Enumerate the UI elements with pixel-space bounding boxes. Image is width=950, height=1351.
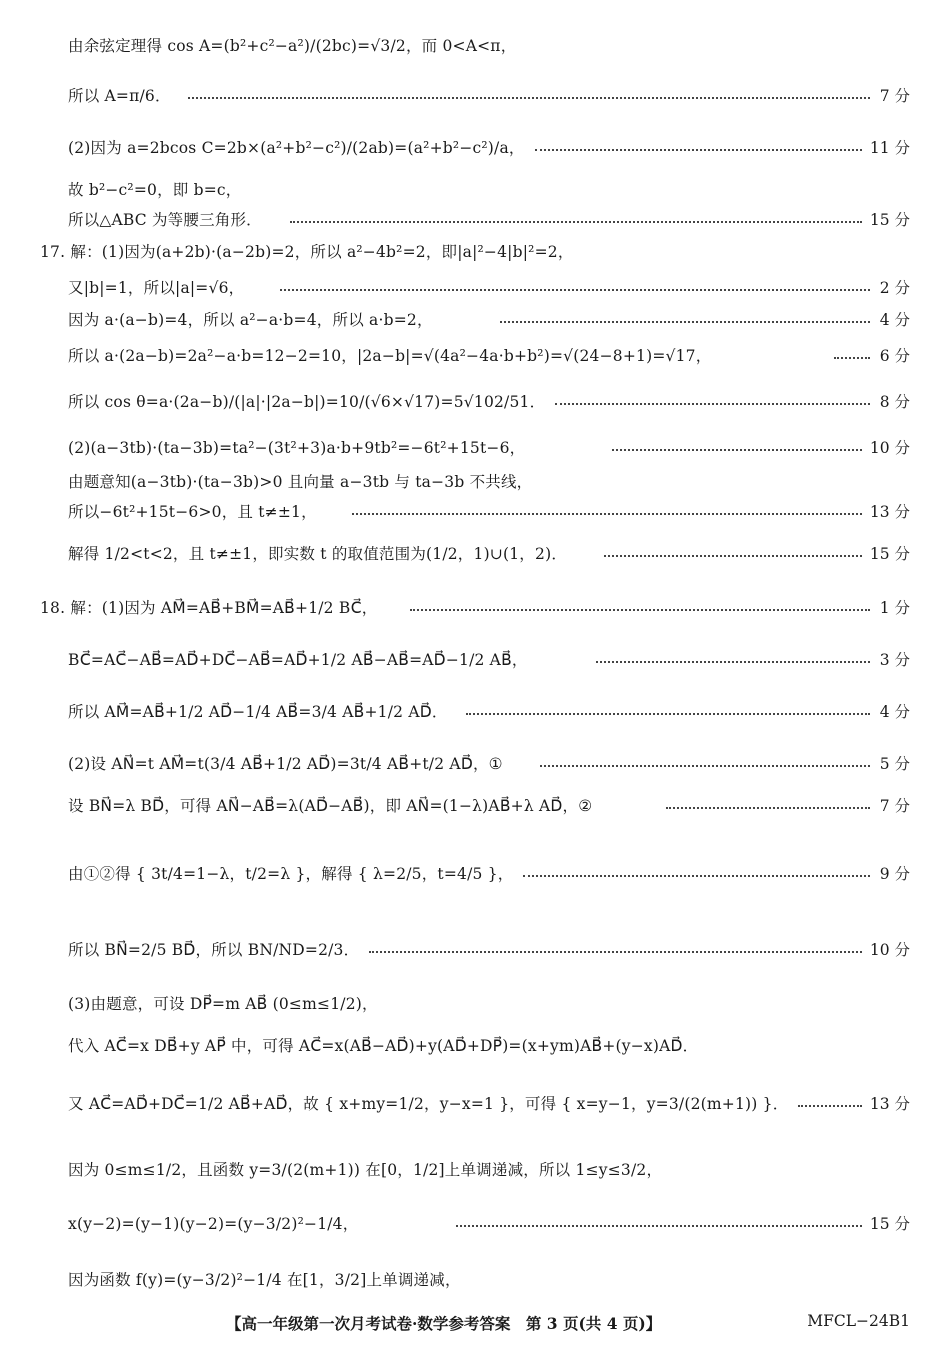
score-label: 4 分 (879, 703, 910, 721)
answer-line (0, 430, 950, 464)
line-text: 所以 AM⃗=AB⃗+1/2 AD⃗−1/4 AB⃗=3/4 AB⃗+1/2 AD⃗． (68, 703, 448, 721)
leader-dots (666, 807, 870, 809)
answer-line (0, 464, 950, 498)
line-text: 因为函数 f(y)=(y−3/2)²−1/4 在[1，3/2]上单调递减， (68, 1271, 461, 1289)
line-text: (2)(a−3tb)·(ta−3b)=ta²−(3t²+3)a·b+9tb²=−6t²+15t−6， (68, 439, 526, 457)
leader-dots (466, 713, 870, 715)
answer-line (0, 746, 950, 780)
leader-dots (523, 875, 870, 877)
line-text: 因为 0≤m≤1/2，且函数 y=3/(2(m+1)) 在[0，1/2]上单调递减，所以 1≤y≤3/2， (68, 1161, 663, 1179)
score-label: 5 分 (879, 755, 910, 773)
answer-line (0, 202, 950, 236)
leader-dots (352, 513, 862, 515)
line-text: 因为 a·(a−b)=4，所以 a²−a·b=4，所以 a·b=2， (68, 311, 433, 329)
leader-dots (555, 403, 870, 405)
line-text: 又 AC⃗=AD⃗+DC⃗=1/2 AB⃗+AD⃗，故 { x+my=1/2，y−x=1 }，可得 { x=y−1，y=3/(2(m+1)) }． (68, 1095, 789, 1113)
answer-line (0, 788, 950, 822)
answer-line (0, 28, 950, 62)
score-label: 13 分 (869, 1095, 910, 1113)
score-label: 10 分 (869, 941, 910, 959)
answer-line (0, 494, 950, 528)
line-text: 18. 解：(1)因为 AM⃗=AB⃗+BM⃗=AB⃗+1/2 BC⃗， (40, 599, 378, 617)
leader-dots (456, 1225, 862, 1227)
leader-dots (535, 149, 862, 151)
line-text: 由余弦定理得 cos A=(b²+c²−a²)/(2bc)=√3/2，而 0<A<π， (68, 37, 517, 55)
line-text: 所以−6t²+15t−6>0，且 t≠±1， (68, 503, 317, 521)
footer-title: 【高一年级第一次月考试卷·数学参考答案 第 3 页(共 4 页)】 (226, 1314, 662, 1333)
line-text: 所以 cos θ=a·(2a−b)/(|a|·|2a−b|)=10/(√6×√17)=5√102/51． (68, 393, 546, 411)
line-text: 故 b²−c²=0，即 b=c， (68, 181, 242, 199)
leader-dots (188, 97, 870, 99)
line-text: x(y−2)=(y−1)(y−2)=(y−3/2)²−1/4， (68, 1215, 359, 1233)
score-label: 10 分 (869, 439, 910, 457)
line-text: 所以△ABC 为等腰三角形． (68, 211, 262, 229)
answer-line (0, 986, 950, 1020)
answer-line (0, 78, 950, 112)
score-label: 15 分 (869, 545, 910, 563)
answer-line (0, 642, 950, 676)
line-text: BC⃗=AC⃗−AB⃗=AD⃗+DC⃗−AB⃗=AD⃗+1/2 AB⃗−AB⃗=AD⃗−1/2 AB⃗， (68, 651, 528, 669)
line-text: 解得 1/2<t<2，且 t≠±1，即实数 t 的取值范围为(1/2，1)∪(1，2)． (68, 545, 568, 563)
answer-line (0, 536, 950, 570)
score-label: 3 分 (879, 651, 910, 669)
leader-dots (500, 321, 870, 323)
answer-line (0, 302, 950, 336)
answer-line (0, 270, 950, 304)
leader-dots (596, 661, 870, 663)
line-text: (2)因为 a=2bcos C=2b×(a²+b²−c²)/(2ab)=(a²+b²−c²)/a， (68, 139, 525, 157)
line-text: 由①②得 { 3t/4=1−λ，t/2=λ }，解得 { λ=2/5，t=4/5 }， (68, 865, 514, 883)
line-text: (3)由题意，可设 DP⃗=m AB⃗ (0≤m≤1/2)， (68, 995, 378, 1013)
score-label: 4 分 (879, 311, 910, 329)
answer-line (0, 590, 950, 624)
score-label: 7 分 (879, 797, 910, 815)
line-text: 代入 AC⃗=x DB⃗+y AP⃗ 中，可得 AC⃗=x(AB⃗−AD⃗)+y(AD⃗+DP⃗)=(x+ym)AB⃗+(y−x)AD⃗． (68, 1037, 699, 1055)
answer-line (0, 1262, 950, 1296)
score-label: 13 分 (869, 503, 910, 521)
answer-line (0, 856, 950, 890)
line-text: 由题意知(a−3tb)·(ta−3b)>0 且向量 a−3tb 与 ta−3b 不共线， (68, 473, 533, 491)
answer-line (0, 1086, 950, 1120)
answer-line (0, 1206, 950, 1240)
answer-line (0, 338, 950, 372)
score-label: 1 分 (879, 599, 910, 617)
line-text: 所以 A=π/6． (68, 87, 171, 105)
answer-line (0, 234, 950, 268)
leader-dots (834, 357, 870, 359)
leader-dots (604, 555, 862, 557)
score-label: 7 分 (879, 87, 910, 105)
leader-dots (540, 765, 870, 767)
footer-code: MFCL−24B1 (807, 1312, 910, 1330)
leader-dots (280, 289, 870, 291)
line-text: 又|b|=1，所以|a|=√6， (68, 279, 245, 297)
answer-line (0, 1152, 950, 1186)
answer-line (0, 1028, 950, 1062)
leader-dots (612, 449, 862, 451)
page-footer (0, 1312, 950, 1340)
score-label: 6 分 (879, 347, 910, 365)
answer-line (0, 172, 950, 206)
score-label: 15 分 (869, 1215, 910, 1233)
answer-line (0, 384, 950, 418)
score-label: 15 分 (869, 211, 910, 229)
answer-line (0, 130, 950, 164)
score-label: 8 分 (879, 393, 910, 411)
answer-line (0, 694, 950, 728)
answer-line (0, 932, 950, 966)
line-text: 所以 BN⃗=2/5 BD⃗，所以 BN/ND=2/3． (68, 941, 360, 959)
leader-dots (798, 1105, 862, 1107)
score-label: 9 分 (879, 865, 910, 883)
score-label: 2 分 (879, 279, 910, 297)
leader-dots (290, 221, 862, 223)
line-text: 所以 a·(2a−b)=2a²−a·b=12−2=10，|2a−b|=√(4a²−4a·b+b²)=√(24−8+1)=√17， (68, 347, 712, 365)
line-text: (2)设 AN⃗=t AM⃗=t(3/4 AB⃗+1/2 AD⃗)=3t/4 AB⃗+t/2 AD⃗，① (68, 755, 503, 773)
leader-dots (410, 609, 870, 611)
line-text: 17. 解：(1)因为(a+2b)·(a−2b)=2，所以 a²−4b²=2，即|a|²−4|b|²=2， (40, 243, 574, 261)
line-text: 设 BN⃗=λ BD⃗，可得 AN⃗−AB⃗=λ(AD⃗−AB⃗)，即 AN⃗=(1−λ)AB⃗+λ AD⃗，② (68, 797, 593, 815)
score-label: 11 分 (869, 139, 910, 157)
leader-dots (369, 951, 862, 953)
